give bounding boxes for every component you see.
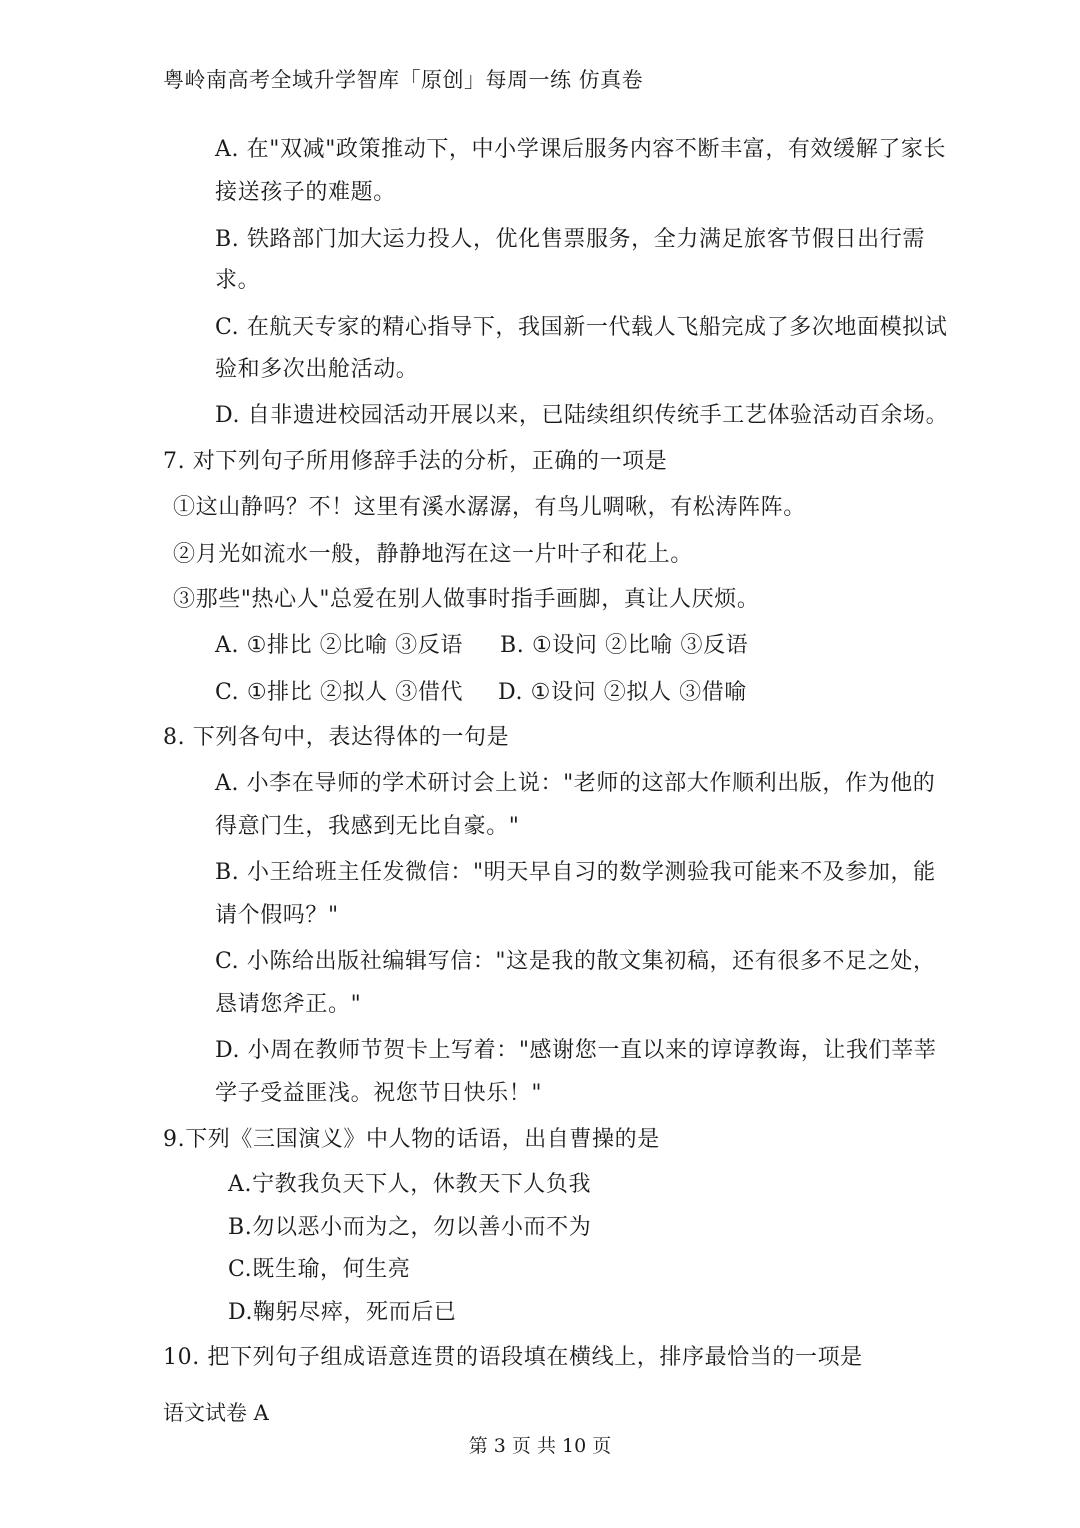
q9-stem: 9.下列《三国演义》中人物的话语，出自曹操的是 xyxy=(163,1127,660,1152)
q9-option-c: C.既生瑜，何生亮 xyxy=(228,1257,411,1282)
q8-option-b-line1: B. 小王给班主任发微信："明天早自习的数学测验我可能来不及参加，能 xyxy=(215,860,936,885)
q7-option-d: D. ①设问 ②拟人 ③借喻 xyxy=(498,680,747,705)
q7-stem: 7. 对下列句子所用修辞手法的分析，正确的一项是 xyxy=(163,449,668,474)
q8-stem: 8. 下列各句中，表达得体的一句是 xyxy=(163,725,510,750)
q7-option-a: A. ①排比 ②比喻 ③反语 xyxy=(215,633,463,658)
q8-option-c-line1: C. 小陈给出版社编辑写信："这是我的散文集初稿，还有很多不足之处， xyxy=(215,949,936,974)
q8-option-a-line2: 得意门生，我感到无比自豪。" xyxy=(215,814,520,839)
q9-option-a: A.宁教我负天下人，休教天下人负我 xyxy=(228,1172,592,1197)
q6-option-a-line2: 接送孩子的难题。 xyxy=(215,180,396,205)
q7-sentence-2: ②月光如流水一般，静静地泻在这一片叶子和花上。 xyxy=(173,542,693,567)
q7-option-c: C. ①排比 ②拟人 ③借代 xyxy=(215,680,464,705)
page-header: 粤岭南高考全域升学智库「原创」每周一练 仿真卷 xyxy=(163,68,644,92)
q9-option-b: B.勿以恶小而为之，勿以善小而不为 xyxy=(228,1215,592,1240)
page-number: 第 3 页 共 10 页 xyxy=(468,1435,612,1457)
q6-option-c-line2: 验和多次出舱活动。 xyxy=(215,357,419,382)
q6-option-c-line1: C. 在航天专家的精心指导下，我国新一代载人飞船完成了多次地面模拟试 xyxy=(215,315,948,340)
q8-option-d-line1: D. 小周在教师节贺卡上写着："感谢您一直以来的谆谆教诲，让我们莘莘 xyxy=(215,1038,937,1063)
q6-option-b-line1: B. 铁路部门加大运力投人，优化售票服务，全力满足旅客节假日出行需 xyxy=(215,227,925,252)
q8-option-b-line2: 请个假吗？" xyxy=(215,903,339,928)
q8-option-a-line1: A. 小李在导师的学术研讨会上说："老师的这部大作顺利出版，作为他的 xyxy=(215,771,936,796)
q8-option-c-line2: 恳请您斧正。" xyxy=(215,992,362,1017)
q6-option-b-line2: 求。 xyxy=(215,268,261,293)
q7-sentence-3: ③那些"热心人"总爱在别人做事时指手画脚，真让人厌烦。 xyxy=(173,587,760,612)
q9-option-d: D.鞠躬尽瘁，死而后已 xyxy=(228,1300,457,1325)
q7-option-b: B. ①设问 ②比喻 ③反语 xyxy=(500,633,749,658)
q10-stem: 10. 把下列句子组成语意连贯的语段填在横线上，排序最恰当的一项是 xyxy=(163,1345,863,1370)
paper-label: 语文试卷 A xyxy=(163,1401,269,1425)
q6-option-d-line1: D. 自非遗进校园活动开展以来，已陆续组织传统手工艺体验活动百余场。 xyxy=(215,403,949,428)
q6-option-a-line1: A. 在"双减"政策推动下，中小学课后服务内容不断丰富，有效缓解了家长 xyxy=(215,137,947,162)
q7-sentence-1: ①这山静吗？不！这里有溪水潺潺，有鸟儿啁啾，有松涛阵阵。 xyxy=(173,495,806,520)
q8-option-d-line2: 学子受益匪浅。祝您节日快乐！" xyxy=(215,1081,543,1106)
